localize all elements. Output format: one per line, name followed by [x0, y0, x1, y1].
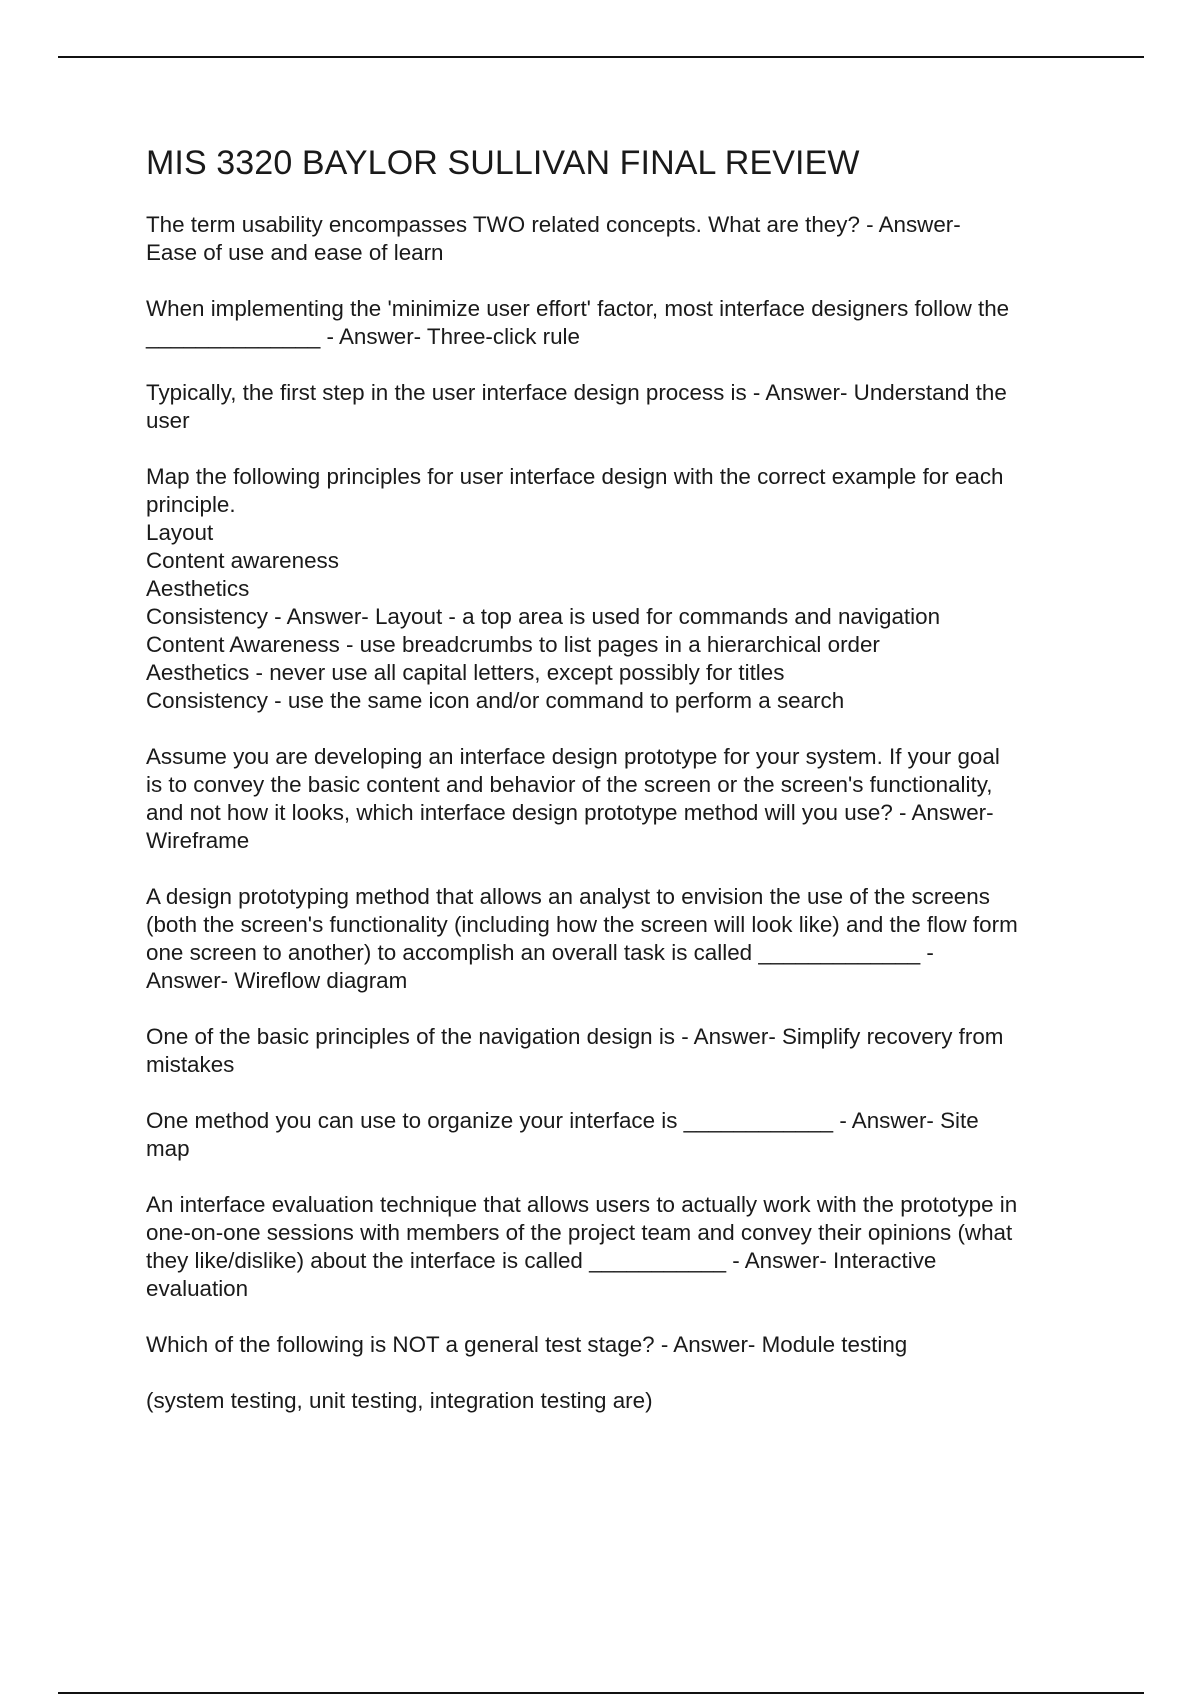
qa-item-test-stage: Which of the following is NOT a general test stage? - Answer- Module testing — [146, 1332, 908, 1357]
qa-item-interactive-evaluation: An interface evaluation technique that allows users to actually work with the prototype in one-on-one sessions with members of the project team and convey their opinions (what they like/dislike) about the interface is called ___________ - Answer- Interactive evaluation — [146, 1192, 1018, 1301]
qa-item-navigation: One of the basic principles of the navigation design is - Answer- Simplify recovery from mistakes — [146, 1024, 1004, 1077]
document-body — [146, 143, 1096, 1443]
qa-item-wireframe: Assume you are developing an interface design prototype for your system. If your goal is to convey the basic content and behavior of the screen or the screen's functionality, and not how it looks, which interface design prototype method will you use? - Answer- Wireframe — [146, 744, 1000, 853]
qa-item-site-map: One method you can use to organize your interface is ____________ - Answer- Site map — [146, 1108, 979, 1161]
qa-item-principles-map: Map the following principles for user interface design with the correct example for each principle. Layout Content awareness Aesthetics Consistency - Answer- Layout - a top area is used for commands and navigation Content Awareness - use breadcrumbs to list pages in a hierarchical order Aesthetics - never use all capital letters, except possibly for titles Consistency - use the same icon and/or command to perform a search — [146, 464, 1004, 713]
qa-item-wireflow: A design prototyping method that allows an analyst to envision the use of the screens (both the screen's functionality (including how the screen will look like) and the flow form one screen to another) to accomplish an overall task is called _____________ - Answer- Wireflow diagram — [146, 884, 1018, 993]
qa-item-test-note: (system testing, unit testing, integration testing are) — [146, 1388, 653, 1413]
qa-item-minimize-effort: When implementing the 'minimize user effort' factor, most interface designers follow the ______________ - Answer- Three-click rule — [146, 296, 1010, 349]
bottom-divider — [58, 1692, 1144, 1694]
qa-item-first-step: Typically, the first step in the user interface design process is - Answer- Understand the user — [146, 380, 1007, 433]
top-divider — [58, 56, 1144, 58]
qa-item-usability: The term usability encompasses TWO related concepts. What are they? - Answer- Ease of use and ease of learn — [146, 212, 961, 265]
document-title: MIS 3320 BAYLOR SULLIVAN FINAL REVIEW — [146, 144, 860, 182]
qa-list — [146, 211, 1096, 1415]
